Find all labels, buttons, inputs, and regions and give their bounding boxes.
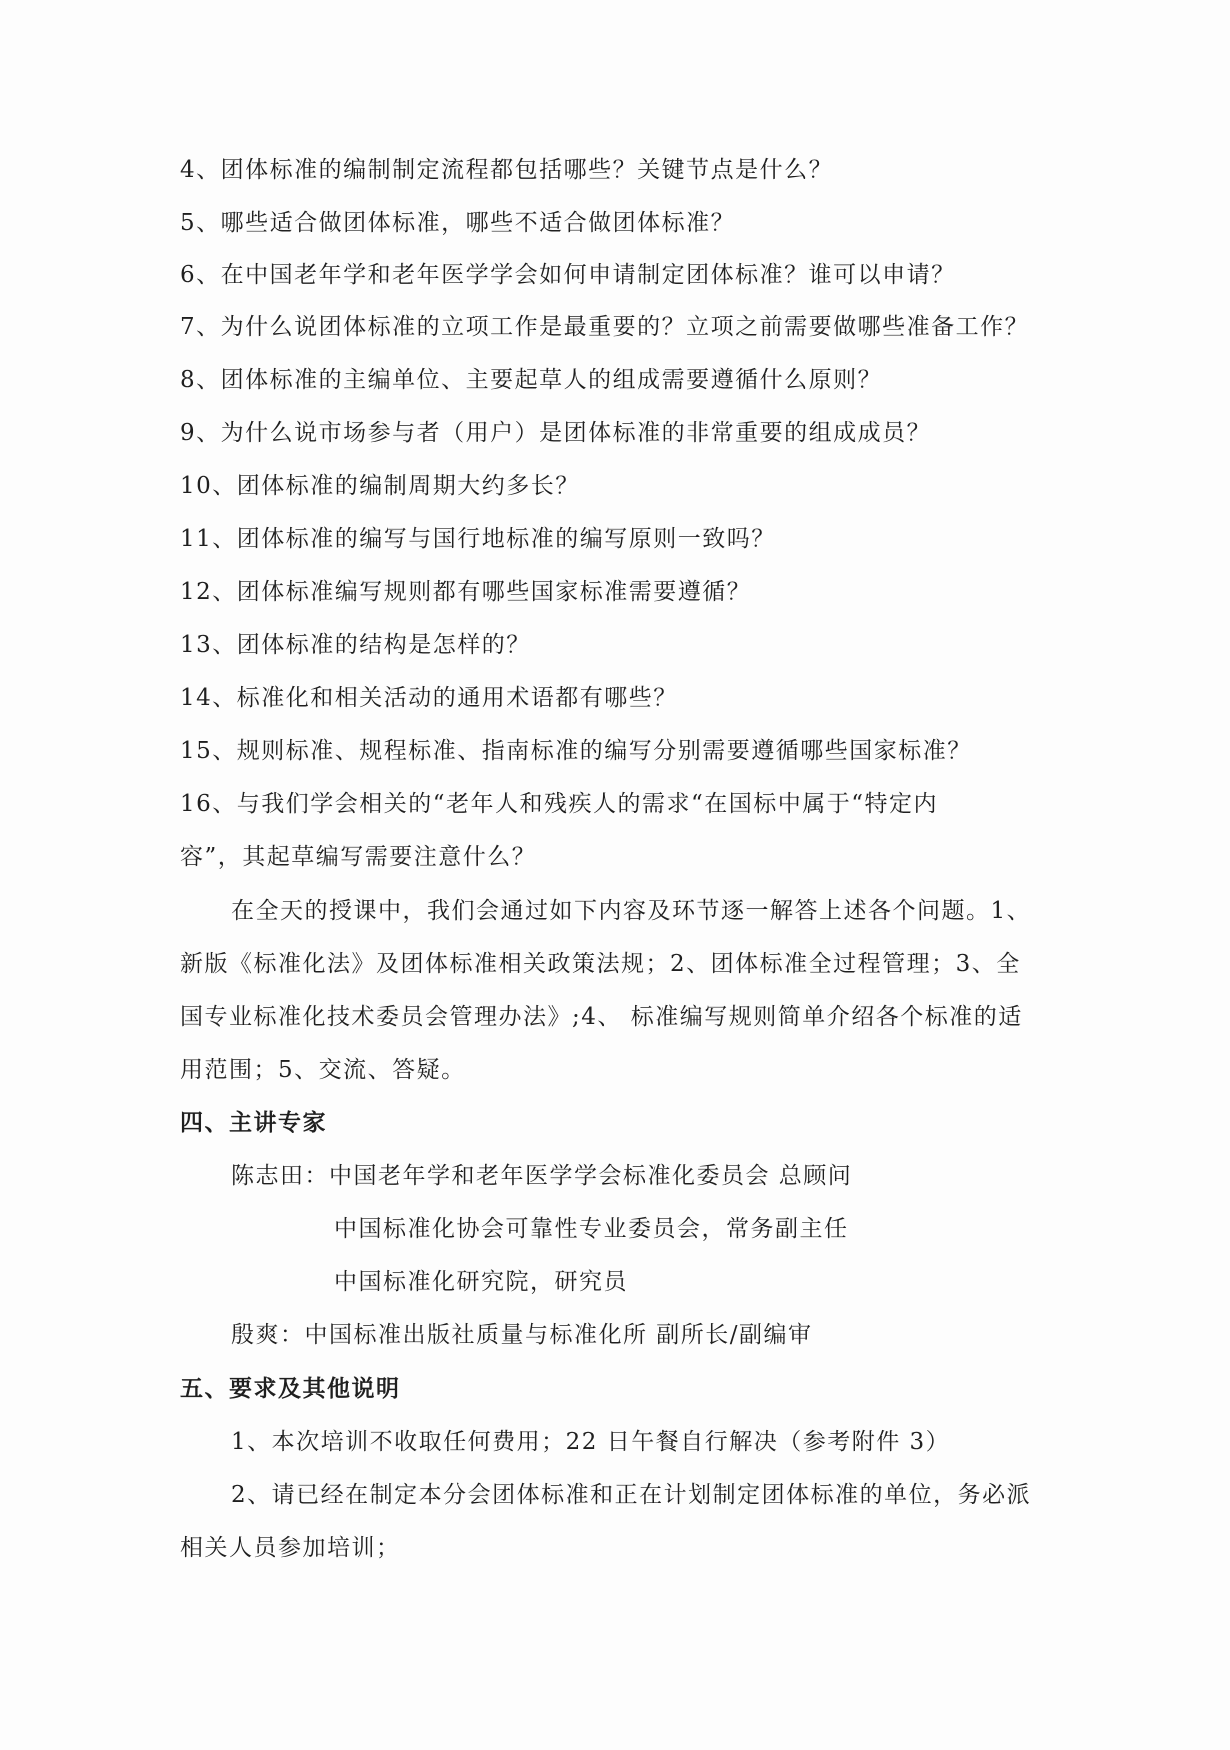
question-16: 16、与我们学会相关的“老年人和残疾人的需求“在国标中属于“特定内	[180, 791, 939, 817]
question-14: 14、标准化和相关活动的通用术语都有哪些？	[180, 685, 678, 711]
question-11: 11、团体标准的编写与国行地标准的编写原则一致吗？	[180, 526, 776, 552]
requirement-2-continued: 相关人员参加培训；	[180, 1535, 401, 1561]
question-4: 4、团体标准的编制制定流程都包括哪些？关键节点是什么？	[180, 157, 834, 183]
question-6: 6、在中国老年学和老年医学学会如何申请制定团体标准？谁可以申请？	[180, 262, 956, 288]
question-8: 8、团体标准的主编单位、主要起草人的组成需要遵循什么原则？	[180, 367, 883, 393]
intro-paragraph-line-2: 新版《标准化法》及团体标准相关政策法规；2、团体标准全过程管理；3、全	[180, 951, 1021, 977]
section-5-heading: 五、要求及其他说明	[180, 1375, 401, 1402]
question-15: 15、规则标准、规程标准、指南标准的编写分别需要遵循哪些国家标准？	[180, 738, 972, 764]
section-4-heading: 四、主讲专家	[180, 1109, 327, 1136]
intro-paragraph-line-1: 在全天的授课中，我们会通过如下内容及环节逐一解答上述各个问题。1、	[231, 898, 1032, 924]
question-13: 13、团体标准的结构是怎样的？	[180, 632, 531, 658]
intro-paragraph-line-4: 用范围；5、交流、答疑。	[180, 1057, 466, 1083]
requirement-2: 2、请已经在制定本分会团体标准和正在计划制定团体标准的单位，务必派	[231, 1482, 1032, 1508]
question-5: 5、哪些适合做团体标准，哪些不适合做团体标准？	[180, 210, 736, 236]
expert-chen-line-1: 陈志田：中国老年学和老年医学学会标准化委员会 总顾问	[231, 1163, 853, 1189]
expert-yin: 殷爽：中国标准出版社质量与标准化所 副所长/副编审	[231, 1322, 813, 1348]
requirement-1: 1、本次培训不收取任何费用；22 日午餐自行解决（参考附件 3）	[231, 1429, 951, 1455]
question-16-continued: 容”，其起草编写需要注意什么？	[180, 844, 537, 870]
question-7: 7、为什么说团体标准的立项工作是最重要的？立项之前需要做哪些准备工作？	[180, 314, 1030, 340]
expert-chen-line-3: 中国标准化研究院，研究员	[334, 1269, 628, 1295]
question-9: 9、为什么说市场参与者（用户）是团体标准的非常重要的组成成员？	[180, 420, 932, 446]
question-10: 10、团体标准的编制周期大约多长？	[180, 473, 580, 499]
intro-paragraph-line-3: 国专业标准化技术委员会管理办法》;4、 标准编写规则简单介绍各个标准的适	[180, 1004, 1023, 1030]
expert-chen-line-2: 中国标准化协会可靠性专业委员会，常务副主任	[334, 1216, 849, 1242]
question-12: 12、团体标准编写规则都有哪些国家标准需要遵循？	[180, 579, 752, 605]
